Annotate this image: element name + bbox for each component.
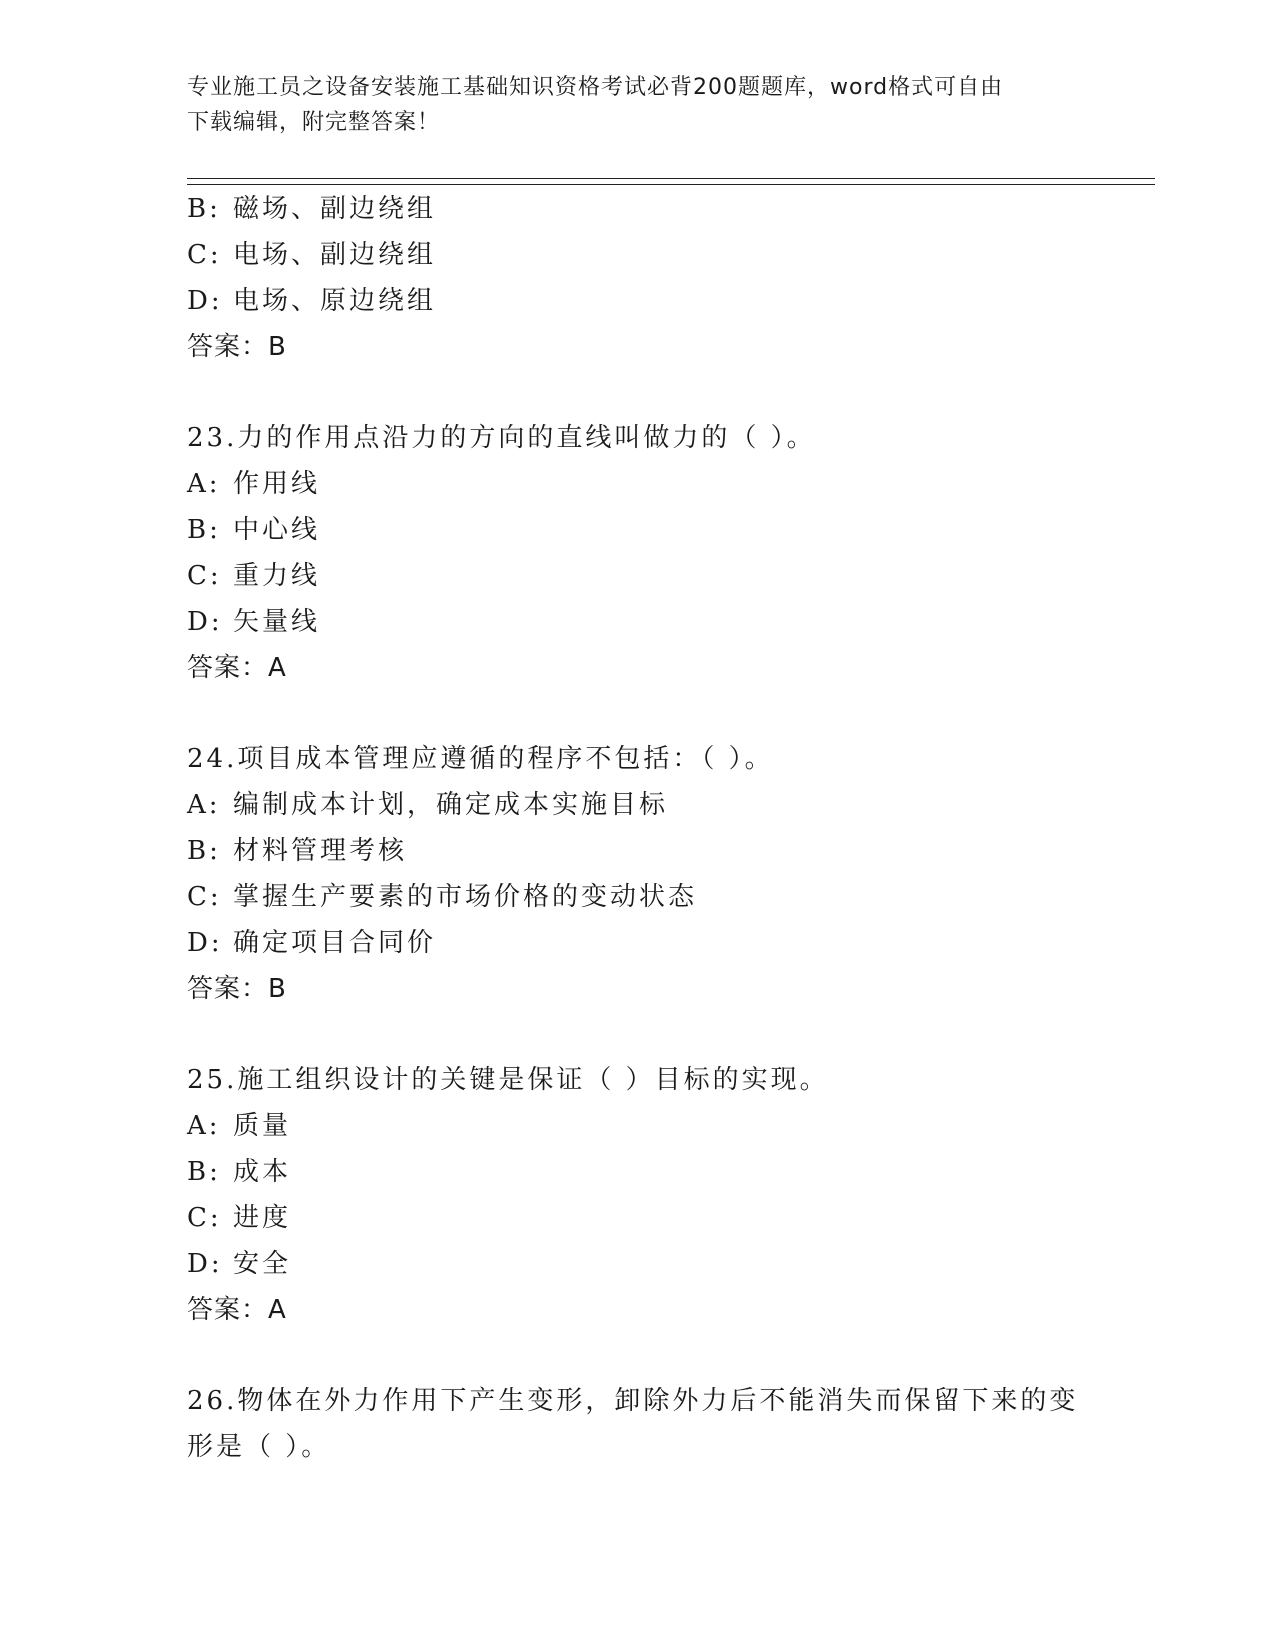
option-text: 电场、副边绕组	[233, 240, 437, 270]
option-letter: B:	[187, 194, 221, 224]
option-letter: B:	[187, 836, 221, 866]
question-22-continued	[187, 186, 1087, 370]
header-divider-bottom	[187, 184, 1155, 185]
option-letter: B:	[187, 1157, 221, 1187]
option-b	[187, 186, 1087, 232]
question-stem: 23.力的作用点沿力的方向的直线叫做力的（ ）。	[187, 423, 816, 453]
option-letter: B:	[187, 515, 221, 545]
option-text: 掌握生产要素的市场价格的变动状态	[233, 882, 698, 912]
question-stem: 25.施工组织设计的关键是保证（ ）目标的实现。	[187, 1065, 829, 1095]
option-c	[187, 874, 1087, 920]
question-26	[187, 1378, 1087, 1470]
option-letter: D:	[187, 928, 223, 958]
option-a	[187, 1103, 1087, 1149]
option-c	[187, 232, 1087, 278]
option-b	[187, 1149, 1087, 1195]
header-divider-top	[187, 178, 1155, 179]
option-letter: C:	[187, 1203, 222, 1233]
option-letter: C:	[187, 882, 222, 912]
option-text: 编制成本计划，确定成本实施目标	[233, 790, 669, 820]
option-d	[187, 278, 1087, 324]
option-text: 安全	[233, 1249, 292, 1279]
question-24	[187, 736, 1087, 1012]
option-letter: A:	[187, 790, 221, 820]
option-d	[187, 599, 1087, 645]
option-c	[187, 553, 1087, 599]
option-text: 磁场、副边绕组	[233, 194, 437, 224]
option-b	[187, 828, 1087, 874]
option-text: 作用线	[233, 469, 321, 499]
question-stem-line-2: 形是（ ）。	[187, 1432, 331, 1462]
option-d	[187, 1241, 1087, 1287]
option-text: 质量	[233, 1111, 292, 1141]
option-letter: A:	[187, 1111, 221, 1141]
option-letter: A:	[187, 469, 221, 499]
option-text: 确定项目合同价	[233, 928, 437, 958]
option-a	[187, 461, 1087, 507]
question-25	[187, 1057, 1087, 1333]
option-letter: D:	[187, 286, 223, 316]
header-line-2: 下载编辑，附完整答案！	[187, 110, 441, 135]
question-stem-line-1: 26.物体在外力作用下产生变形，卸除外力后不能消失而保留下来的变	[187, 1386, 1079, 1416]
question-stem: 24.项目成本管理应遵循的程序不包括：（ ）。	[187, 744, 774, 774]
question-list	[187, 186, 1087, 1470]
option-letter: D:	[187, 607, 223, 637]
option-text: 成本	[233, 1157, 292, 1187]
option-letter: C:	[187, 561, 222, 591]
option-d	[187, 920, 1087, 966]
header-line-1: 专业施工员之设备安装施工基础知识资格考试必背200题题库，word格式可自由	[187, 75, 1004, 100]
option-text: 材料管理考核	[233, 836, 408, 866]
answer-line: 答案：B	[187, 332, 287, 362]
option-letter: C:	[187, 240, 222, 270]
option-b	[187, 507, 1087, 553]
option-a	[187, 782, 1087, 828]
option-text: 进度	[233, 1203, 292, 1233]
answer-line: 答案：A	[187, 653, 287, 683]
answer-line: 答案：B	[187, 974, 287, 1004]
option-letter: D:	[187, 1249, 223, 1279]
option-text: 电场、原边绕组	[233, 286, 437, 316]
option-text: 重力线	[233, 561, 321, 591]
option-text: 矢量线	[233, 607, 321, 637]
question-23	[187, 415, 1087, 691]
document-header	[187, 70, 1067, 140]
option-c	[187, 1195, 1087, 1241]
option-text: 中心线	[233, 515, 321, 545]
answer-line: 答案：A	[187, 1295, 287, 1325]
